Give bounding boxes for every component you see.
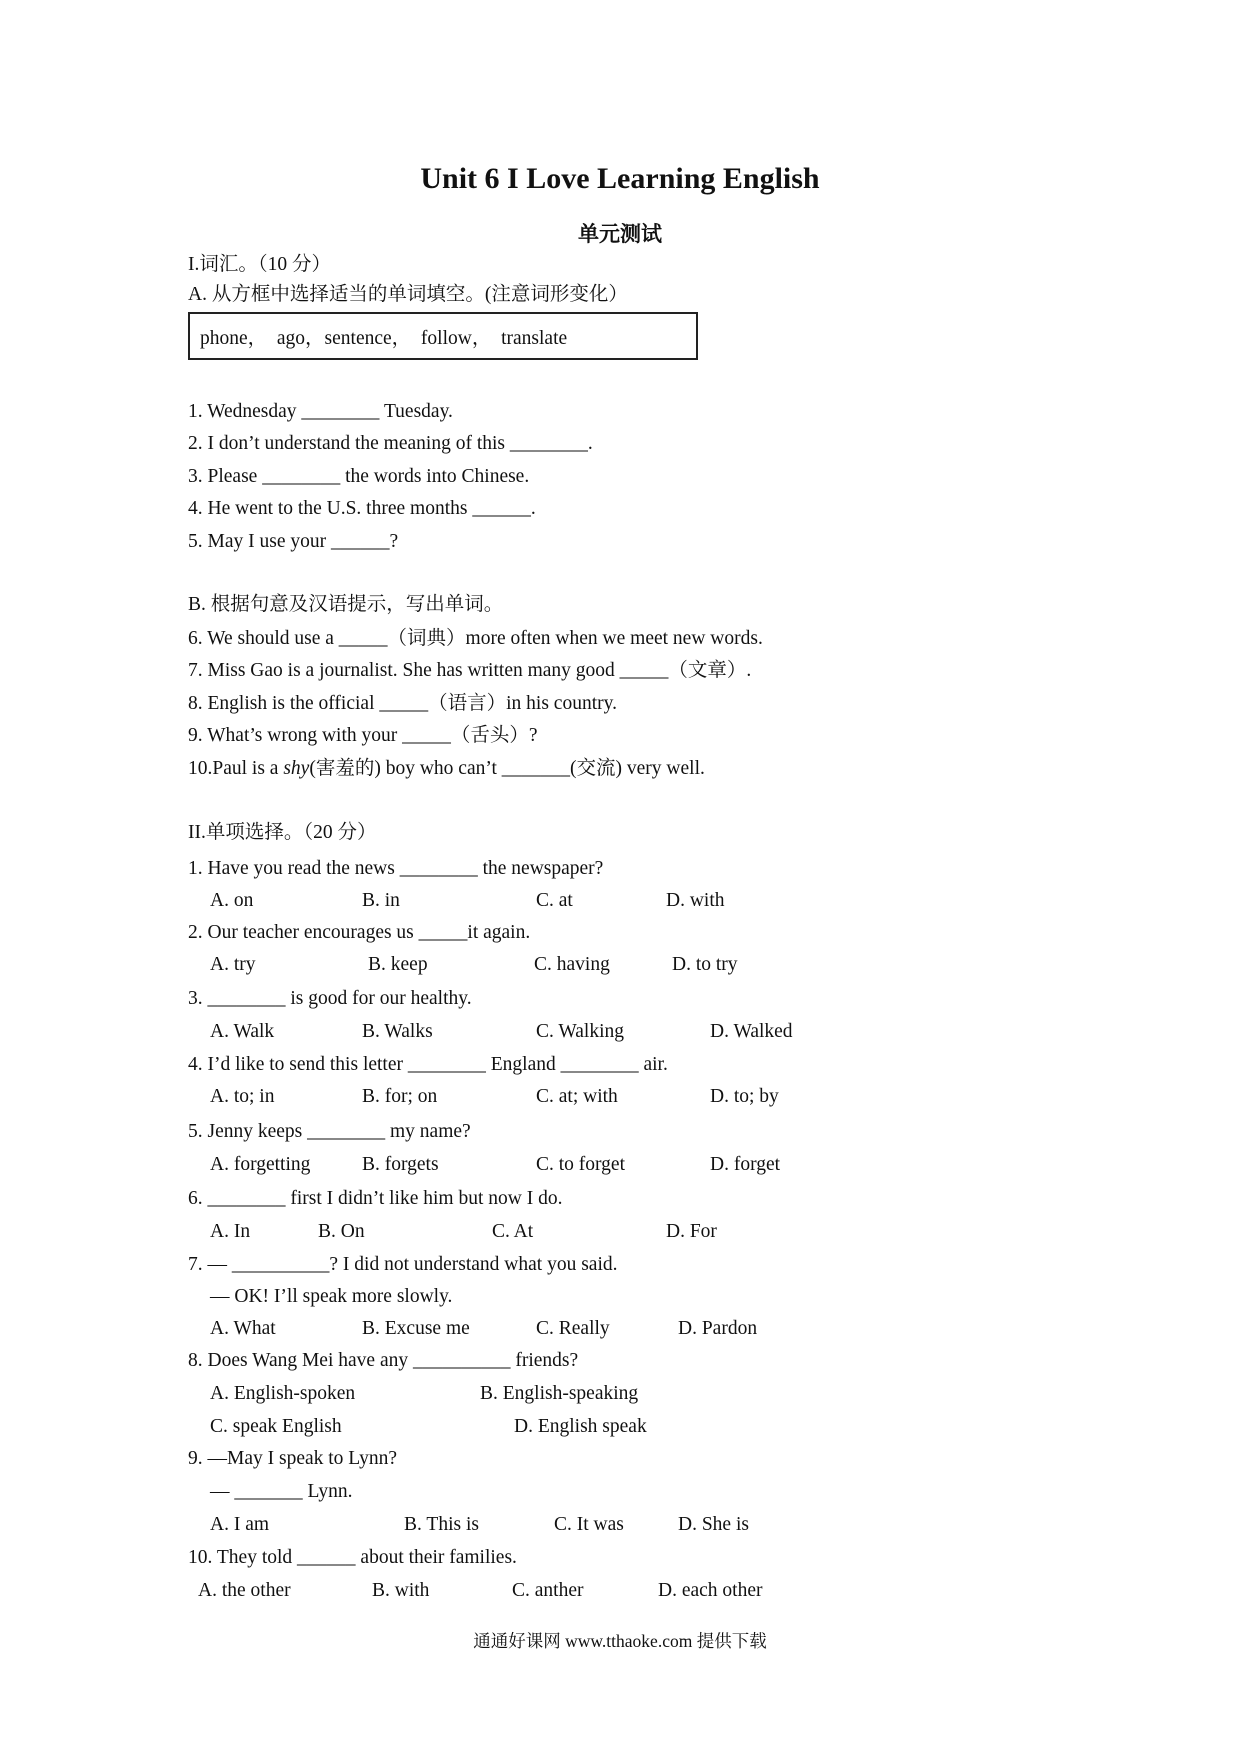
option: D. to; by bbox=[710, 1086, 779, 1107]
option: C. At bbox=[492, 1221, 534, 1242]
option: C. at; with bbox=[536, 1086, 618, 1107]
question-9: 9. —May I speak to Lynn? bbox=[188, 1448, 398, 1469]
option: B. forgets bbox=[362, 1154, 439, 1175]
vocab-item: 8. English is the official _____（语言）in his country. bbox=[188, 693, 617, 714]
page-subtitle: 单元测试 bbox=[578, 222, 662, 246]
option: B. Walks bbox=[362, 1021, 433, 1042]
option: D. Walked bbox=[710, 1021, 793, 1042]
question-4: 4. I’d like to send this letter ________ England ________ air. bbox=[188, 1054, 668, 1075]
vocab-item: 4. He went to the U.S. three months ______. bbox=[188, 498, 536, 519]
question-3: 3. ________ is good for our healthy. bbox=[188, 988, 472, 1009]
question-5: 5. Jenny keeps ________ my name? bbox=[188, 1121, 471, 1142]
option: C. Really bbox=[536, 1318, 610, 1339]
vocab-item: 5. May I use your ______? bbox=[188, 531, 399, 552]
option: A. to; in bbox=[210, 1086, 275, 1107]
vocab-item: 7. Miss Gao is a journalist. She has written many good _____（文章）. bbox=[188, 660, 752, 681]
vocab-item-10 bbox=[188, 756, 705, 782]
option: B. English-speaking bbox=[480, 1383, 639, 1404]
vocab-item: 3. Please ________ the words into Chinese. bbox=[188, 466, 530, 487]
vocab-item: 6. We should use a _____（词典）more often when we meet new words. bbox=[188, 628, 763, 649]
option: D. to try bbox=[672, 954, 738, 975]
option: D. She is bbox=[678, 1514, 749, 1535]
option: A. on bbox=[210, 890, 254, 911]
question-8: 8. Does Wang Mei have any __________ friends? bbox=[188, 1350, 579, 1371]
vocab-item: 2. I don’t understand the meaning of this ________. bbox=[188, 433, 593, 454]
item-10-italic: shy bbox=[283, 758, 310, 779]
option: A. Walk bbox=[210, 1021, 275, 1042]
vocab-item: 1. Wednesday ________ Tuesday. bbox=[188, 401, 453, 422]
page-footer: 通通好课网 www.tthaoke.com 提供下载 bbox=[473, 1631, 767, 1651]
item-10-before: 10.Paul is a bbox=[188, 758, 284, 779]
option: D. For bbox=[666, 1221, 717, 1242]
option: C. having bbox=[534, 954, 610, 975]
option: B. in bbox=[362, 890, 400, 911]
vocab-item: 9. What’s wrong with your _____（舌头）? bbox=[188, 725, 538, 746]
option: C. Walking bbox=[536, 1021, 624, 1042]
option: A. forgetting bbox=[210, 1154, 311, 1175]
option: A. In bbox=[210, 1221, 251, 1242]
option: A. English-spoken bbox=[210, 1383, 356, 1404]
option: D. each other bbox=[658, 1580, 763, 1601]
question-9-reply: — _______ Lynn. bbox=[210, 1481, 353, 1502]
question-2: 2. Our teacher encourages us _____it again. bbox=[188, 922, 531, 943]
word-box-text: phone， ago，sentence， follow， translate bbox=[200, 328, 568, 349]
option: A. the other bbox=[198, 1580, 291, 1601]
question-7-reply: — OK! I’ll speak more slowly. bbox=[210, 1286, 453, 1307]
option: A. try bbox=[210, 954, 256, 975]
section-1-heading: I.词汇。（10 分） bbox=[188, 254, 331, 275]
section-2-heading: II.单项选择。（20 分） bbox=[188, 822, 377, 843]
option: A. What bbox=[210, 1318, 276, 1339]
question-1: 1. Have you read the news ________ the newspaper? bbox=[188, 858, 604, 879]
question-7: 7. — __________? I did not understand what you said. bbox=[188, 1254, 618, 1275]
option: D. English speak bbox=[514, 1416, 647, 1437]
option: D. Pardon bbox=[678, 1318, 758, 1339]
part-a-heading: A. 从方框中选择适当的单词填空。(注意词形变化） bbox=[188, 284, 628, 305]
option: C. It was bbox=[554, 1514, 624, 1535]
option: D. with bbox=[666, 890, 725, 911]
option: C. anther bbox=[512, 1580, 584, 1601]
option: C. speak English bbox=[210, 1416, 342, 1437]
word-box bbox=[188, 312, 698, 360]
option: B. for; on bbox=[362, 1086, 438, 1107]
page-title: Unit 6 I Love Learning English bbox=[420, 162, 820, 195]
option: B. with bbox=[372, 1580, 430, 1601]
option: C. to forget bbox=[536, 1154, 626, 1175]
item-10-after: (害羞的) boy who can’t _______(交流) very well. bbox=[309, 758, 705, 779]
option: B. Excuse me bbox=[362, 1318, 470, 1339]
option: B. On bbox=[318, 1221, 365, 1242]
option: C. at bbox=[536, 890, 573, 911]
option: A. I am bbox=[210, 1514, 270, 1535]
part-b-heading: B. 根据句意及汉语提示，写出单词。 bbox=[188, 594, 504, 615]
option: B. This is bbox=[404, 1514, 479, 1535]
option: D. forget bbox=[710, 1154, 781, 1175]
question-6: 6. ________ first I didn’t like him but now I do. bbox=[188, 1188, 563, 1209]
question-10: 10. They told ______ about their families. bbox=[188, 1547, 517, 1568]
option: B. keep bbox=[368, 954, 428, 975]
